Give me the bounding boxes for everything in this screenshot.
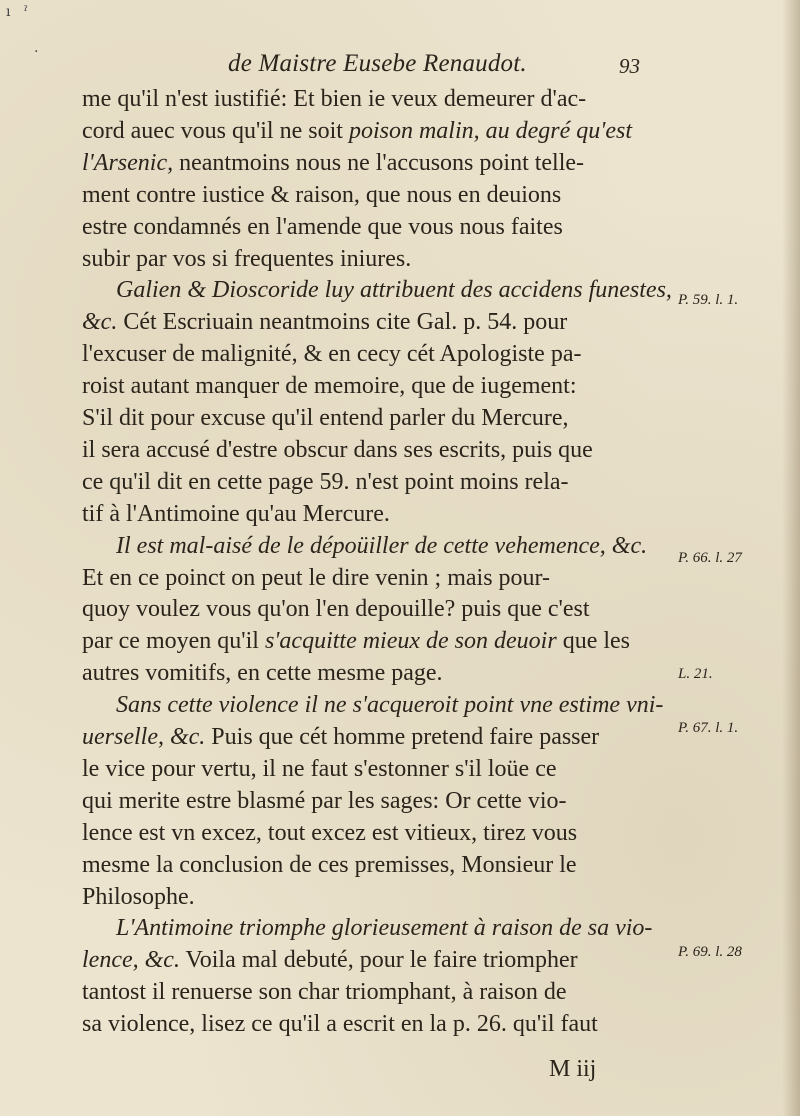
text-segment: par ce moyen qu'il bbox=[82, 628, 265, 655]
text-segment: sa violence, lisez ce qu'il a escrit en la p. 26. qu'il faut bbox=[82, 1011, 598, 1038]
text-line bbox=[82, 1007, 682, 1041]
text-segment: tif à l'Antimoine qu'au Mercure. bbox=[82, 500, 390, 527]
italic-segment: Il est mal-aisé de le dépoüiller de cette vehemence, &c. bbox=[116, 532, 648, 559]
text-line bbox=[82, 752, 682, 786]
margin-note: L. 21. bbox=[678, 666, 713, 682]
text-line bbox=[82, 465, 682, 499]
italic-segment: L'Antimoine triomphe glorieusement à raison de sa vio- bbox=[116, 915, 653, 942]
text-segment: roist autant manquer de memoire, que de iugement: bbox=[82, 373, 577, 400]
italic-segment: poison malin, au degré qu'est bbox=[348, 117, 633, 144]
text-line bbox=[82, 337, 682, 371]
italic-segment: s'acquitte mieux de son deuoir bbox=[264, 628, 557, 655]
text-segment: quoy voulez vous qu'on l'en depouille? puis que c'est bbox=[82, 596, 590, 623]
text-line bbox=[82, 497, 682, 531]
text-segment: le vice pour vertu, il ne faut s'estonner s'il loüe ce bbox=[82, 755, 557, 782]
page-edge-shadow bbox=[782, 0, 800, 1116]
text-line bbox=[82, 369, 682, 403]
text-line bbox=[82, 242, 682, 276]
text-segment: tantost il renuerse son char triomphant, à raison de bbox=[82, 979, 567, 1006]
text-segment: Voila mal debuté, pour le faire triompher bbox=[179, 947, 578, 974]
text-segment: Philosophe. bbox=[82, 883, 195, 910]
text-line bbox=[82, 529, 716, 563]
text-segment: lence est vn excez, tout excez est vitieux, tirez vous bbox=[82, 819, 578, 846]
text-line bbox=[82, 848, 682, 882]
text-line bbox=[82, 178, 682, 212]
page-number: 93 bbox=[619, 54, 640, 78]
text-segment: subir par vos si frequentes iniures. bbox=[82, 245, 412, 272]
margin-note: P. 59. l. 1. bbox=[678, 292, 739, 308]
text-segment: Cét Escriuain neantmoins cite Gal. p. 54. pour bbox=[117, 309, 568, 336]
text-line bbox=[82, 401, 682, 435]
text-segment: estre condamnés en l'amende que vous nous faites bbox=[82, 213, 563, 240]
margin-note: P. 69. l. 28 bbox=[678, 944, 742, 960]
text-segment: mesme la conclusion de ces premisses, Monsieur le bbox=[82, 851, 577, 878]
margin-note: P. 67. l. 1. bbox=[678, 720, 739, 736]
text-line bbox=[82, 656, 682, 690]
margin-note: P. 66. l. 27 bbox=[678, 550, 742, 566]
signature-mark: M iij bbox=[549, 1056, 597, 1082]
text-line bbox=[82, 784, 682, 818]
running-title: de Maistre Eusebe Renaudot. bbox=[228, 50, 527, 77]
margin-mark: · bbox=[34, 44, 39, 60]
text-segment: l'excuser de malignité, & en cecy cét Apologiste pa- bbox=[82, 341, 582, 368]
text-segment: qui merite estre blasmé par les sages: Or cette vio- bbox=[82, 787, 567, 814]
text-line bbox=[82, 146, 682, 180]
text-line bbox=[82, 114, 682, 148]
text-line bbox=[82, 720, 682, 754]
text-segment: Et en ce poinct on peut le dire venin ; mais pour- bbox=[82, 564, 551, 591]
text-line bbox=[82, 210, 682, 244]
running-head bbox=[0, 50, 800, 84]
text-segment: ce qu'il dit en cette page 59. n'est point moins rela- bbox=[82, 468, 569, 495]
text-segment: me qu'il n'est iustifié: Et bien ie veux demeurer d'ac- bbox=[82, 86, 587, 112]
italic-segment: lence, &c. bbox=[82, 947, 180, 974]
italic-segment: Sans cette violence il ne s'acqueroit point vne estime vni- bbox=[116, 692, 664, 719]
text-line bbox=[82, 82, 682, 116]
text-line bbox=[82, 880, 682, 914]
text-segment: S'il dit pour excuse qu'il entend parler du Mercure, bbox=[82, 405, 569, 431]
text-line bbox=[82, 816, 682, 850]
text-segment: que les bbox=[556, 628, 630, 655]
italic-segment: l'Arsenic, bbox=[82, 149, 174, 176]
italic-segment: uerselle, &c. bbox=[82, 724, 206, 750]
text-line bbox=[82, 273, 716, 307]
text-segment: Puis que cét homme pretend faire passer bbox=[205, 724, 600, 750]
text-segment: ment contre iustice & raison, que nous en deuions bbox=[82, 181, 562, 208]
text-segment: neantmoins nous ne l'accusons point telle- bbox=[173, 149, 585, 176]
text-line bbox=[82, 305, 682, 339]
text-line bbox=[82, 943, 682, 977]
text-line bbox=[82, 688, 716, 722]
text-line bbox=[82, 975, 682, 1009]
text-line bbox=[82, 433, 682, 467]
text-line bbox=[82, 561, 682, 595]
corner-mark: ı ˀ bbox=[6, 4, 28, 20]
italic-segment: Galien & Dioscoride luy attribuent des accidens funestes, bbox=[116, 277, 672, 304]
text-segment: il sera accusé d'estre obscur dans ses escrits, puis que bbox=[82, 436, 593, 463]
text-line bbox=[82, 592, 682, 626]
text-segment: autres vomitifs, en cette mesme page. bbox=[82, 660, 443, 687]
italic-segment: &c. bbox=[82, 309, 118, 336]
text-segment: cord auec vous qu'il ne soit bbox=[82, 117, 349, 144]
text-line bbox=[82, 911, 716, 945]
text-line bbox=[82, 624, 682, 658]
